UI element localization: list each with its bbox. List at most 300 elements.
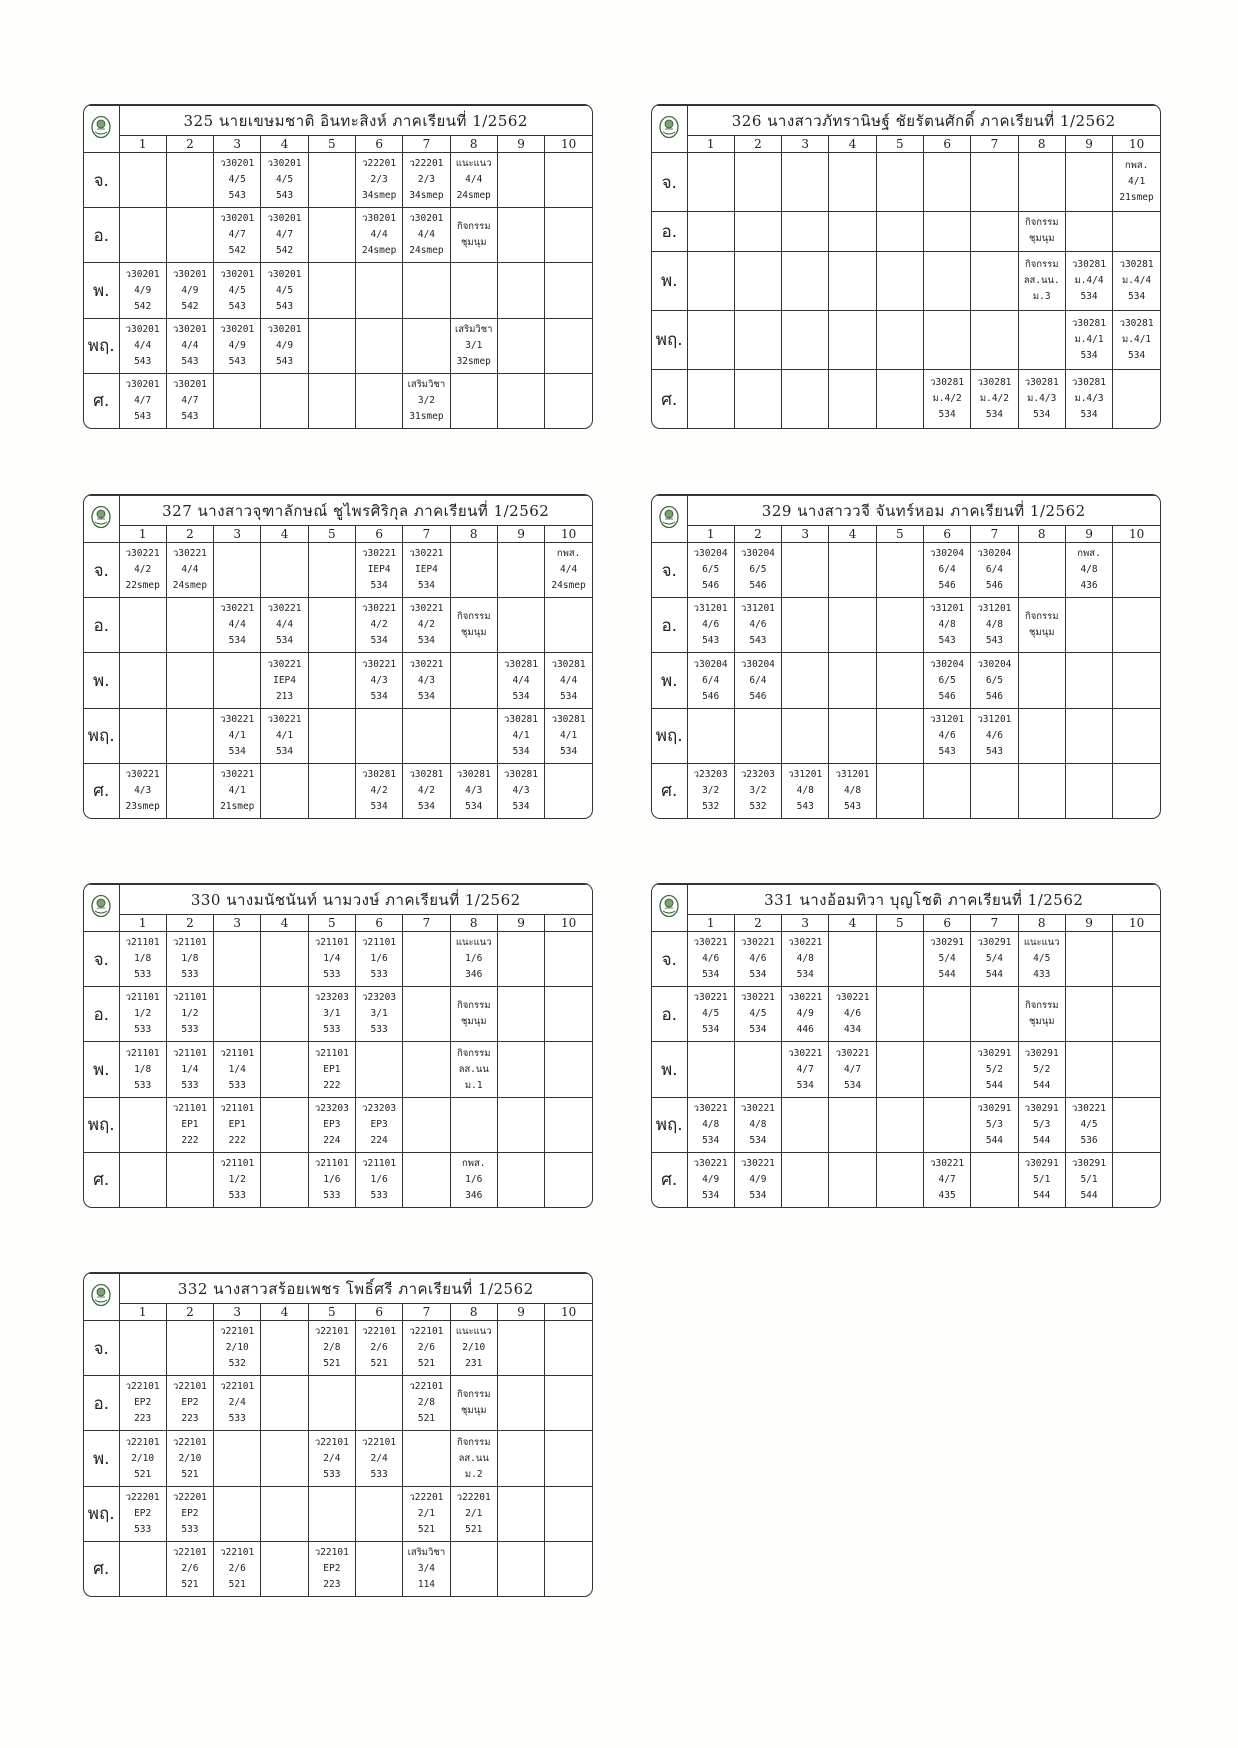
class-slot-line: 6/4 — [938, 564, 956, 576]
class-slot-line: 3/1 — [370, 1008, 388, 1020]
class-slot-line: 534 — [560, 690, 578, 702]
day-label: พฤ. — [84, 708, 119, 763]
class-slot — [261, 932, 308, 987]
class-slot-line: ว31201 — [930, 713, 965, 725]
class-slot-line: ว30221 — [409, 548, 444, 560]
class-slot-line: ว30281 — [1024, 377, 1059, 388]
class-slot-line: EP1 — [181, 1118, 199, 1130]
class-slot — [214, 263, 261, 318]
class-slot-line: ว30221 — [220, 768, 255, 780]
class-slot-line: ว30201 — [267, 158, 302, 170]
class-slot-line: 4/1 — [1128, 176, 1146, 188]
class-slot-line: 213 — [275, 690, 294, 702]
class-slot-line: 534 — [1080, 290, 1098, 302]
class-slot — [261, 1541, 308, 1596]
day-label: จ. — [84, 1321, 119, 1376]
class-slot-line: ว21101 — [220, 1157, 255, 1169]
class-slot-line: ว31201 — [788, 768, 823, 780]
class-slot — [497, 1321, 544, 1376]
class-slot-line: 434 — [843, 1024, 862, 1036]
class-slot — [355, 987, 402, 1042]
class-slot-line: ว30291 — [977, 1047, 1012, 1059]
class-slot-line: 534 — [370, 635, 388, 647]
class-slot — [782, 370, 829, 428]
class-slot-line: ว31201 — [835, 768, 870, 780]
class-slot-line: ว30221 — [267, 658, 302, 670]
class-slot — [119, 1431, 166, 1486]
class-slot-line: 4/8 — [1080, 564, 1098, 576]
day-label: ศ. — [84, 1152, 119, 1207]
period-number: 3 — [782, 136, 829, 153]
class-slot — [261, 373, 308, 428]
period-number: 5 — [308, 526, 355, 543]
class-slot — [119, 153, 166, 208]
class-slot-line: 543 — [228, 190, 246, 202]
class-slot-line: 542 — [228, 245, 246, 257]
class-slot — [308, 263, 355, 318]
class-slot — [450, 263, 497, 318]
class-slot — [545, 1042, 592, 1097]
class-slot — [355, 708, 402, 763]
class-slot — [497, 763, 544, 818]
class-slot — [403, 1376, 450, 1431]
class-slot — [782, 763, 829, 818]
class-slot-line: 4/5 — [1033, 953, 1051, 965]
class-slot — [1065, 987, 1112, 1042]
class-slot-line: ว22101 — [409, 1381, 444, 1393]
class-slot-line: 544 — [938, 969, 956, 981]
class-slot — [1113, 1042, 1160, 1097]
class-slot — [214, 373, 261, 428]
class-slot — [687, 1042, 734, 1097]
class-slot-line: 521 — [228, 1578, 246, 1590]
class-slot — [1018, 543, 1065, 598]
class-slot-line: 4/7 — [843, 1063, 862, 1075]
class-slot-line: 543 — [985, 745, 1004, 757]
class-slot-line: ว21101 — [172, 937, 207, 949]
class-slot — [923, 932, 970, 987]
class-slot-line: 521 — [370, 1358, 388, 1370]
class-slot — [545, 1152, 592, 1207]
class-slot — [450, 373, 497, 428]
class-slot-line: 3/2 — [749, 784, 767, 796]
class-slot — [355, 1152, 402, 1207]
logo-cell — [84, 106, 119, 153]
class-slot — [214, 1431, 261, 1486]
class-slot — [497, 1486, 544, 1541]
day-label: พ. — [652, 1042, 687, 1097]
class-slot-line: 4/5 — [275, 284, 294, 296]
day-label: พ. — [84, 263, 119, 318]
class-slot-line: 533 — [228, 1189, 246, 1201]
class-slot — [971, 1042, 1018, 1097]
class-slot — [1113, 251, 1160, 310]
class-slot-line: 4/6 — [985, 729, 1004, 741]
class-slot — [1065, 708, 1112, 763]
period-number: 6 — [355, 136, 402, 153]
class-slot — [829, 153, 876, 212]
class-slot — [734, 1042, 781, 1097]
class-slot-line: 222 — [181, 1134, 199, 1146]
class-slot-line: EP2 — [181, 1507, 199, 1519]
class-slot — [782, 1042, 829, 1097]
class-slot — [1113, 212, 1160, 252]
class-slot-line: 3/1 — [323, 1008, 341, 1020]
class-slot — [1113, 153, 1160, 212]
day-label: ศ. — [84, 763, 119, 818]
class-slot-line: 2/4 — [323, 1452, 341, 1464]
class-slot — [450, 543, 497, 598]
period-number: 1 — [687, 136, 734, 153]
class-slot-line: 4/9 — [702, 1173, 720, 1185]
class-slot — [308, 987, 355, 1042]
class-slot — [1065, 153, 1112, 212]
period-number: 3 — [782, 915, 829, 932]
class-slot — [308, 1097, 355, 1152]
class-slot — [355, 1376, 402, 1431]
class-slot-line: 1/8 — [134, 953, 152, 965]
timetable-title: 332 นางสาวสร้อยเพชร โพธิ์ศรี ภาคเรียนที่ 1/2562 — [119, 1274, 592, 1304]
class-slot-line: 4/4 — [465, 174, 483, 186]
class-slot — [166, 1541, 213, 1596]
class-slot — [403, 153, 450, 208]
class-slot-line: 543 — [843, 800, 862, 812]
period-number: 2 — [166, 136, 213, 153]
period-number: 4 — [829, 526, 876, 543]
class-slot-line: 4/3 — [370, 674, 388, 686]
class-slot-line: ว30221 — [835, 1047, 870, 1059]
class-slot — [1065, 653, 1112, 708]
period-number: 6 — [355, 526, 402, 543]
timetable-title: 330 นางมนัชนันท์ นามวงษ์ ภาคเรียนที่ 1/2562 — [119, 885, 592, 915]
class-slot — [166, 708, 213, 763]
class-slot — [1065, 1152, 1112, 1207]
period-number: 9 — [1065, 136, 1112, 153]
class-slot-line: ว30201 — [172, 378, 207, 390]
class-slot — [829, 708, 876, 763]
logo-cell — [652, 106, 687, 153]
class-slot-line: ว31201 — [930, 603, 965, 615]
class-slot-line: 4/6 — [702, 619, 720, 631]
class-slot — [782, 708, 829, 763]
class-slot-line: ว21101 — [125, 992, 160, 1004]
class-slot — [734, 1097, 781, 1152]
class-slot-line: 544 — [1033, 1079, 1051, 1091]
class-slot-line: 534 — [1128, 290, 1146, 302]
class-slot-line: ว30291 — [930, 937, 965, 949]
class-slot-line: 22smep — [125, 580, 160, 592]
class-slot-line: ว30221 — [835, 992, 870, 1004]
period-number: 2 — [166, 526, 213, 543]
class-slot-line: ชุมนุม — [1028, 627, 1055, 639]
class-slot-line: 346 — [465, 1189, 483, 1201]
class-slot-line: ว30281 — [977, 377, 1012, 388]
class-slot-line: 23smep — [125, 800, 160, 812]
class-slot — [497, 318, 544, 373]
class-slot-line: EP2 — [181, 1397, 199, 1409]
class-slot — [876, 708, 923, 763]
class-slot-line: กิจกรรม — [456, 1047, 491, 1059]
period-number: 6 — [923, 915, 970, 932]
class-slot — [1113, 708, 1160, 763]
class-slot — [923, 153, 970, 212]
class-slot-line: ว30204 — [740, 658, 775, 670]
class-slot-line: ว31201 — [977, 603, 1012, 615]
class-slot-line: ชุมนุม — [1028, 233, 1055, 245]
class-slot-line: 543 — [702, 635, 720, 647]
class-slot-line: 2/1 — [465, 1507, 483, 1519]
class-slot-line: ชุมนุม — [460, 1016, 487, 1028]
class-slot — [545, 1376, 592, 1431]
class-slot-line: ว21101 — [362, 1157, 397, 1169]
class-slot — [734, 543, 781, 598]
class-slot-line: 533 — [134, 1079, 152, 1091]
period-number: 2 — [734, 915, 781, 932]
class-slot-line: 534 — [512, 745, 530, 757]
class-slot — [687, 153, 734, 212]
class-slot — [923, 1042, 970, 1097]
class-slot-line: 4/6 — [938, 729, 956, 741]
day-label: พฤ. — [652, 310, 687, 369]
class-slot-line: 542 — [275, 245, 294, 257]
period-number: 10 — [1113, 526, 1160, 543]
class-slot-line: 4/7 — [938, 1173, 956, 1185]
class-slot — [497, 208, 544, 263]
period-number: 3 — [214, 1304, 261, 1321]
class-slot-line: 533 — [323, 1468, 341, 1480]
class-slot — [829, 251, 876, 310]
class-slot-line: 534 — [512, 690, 530, 702]
class-slot-line: 1/6 — [370, 953, 388, 965]
class-slot — [308, 1541, 355, 1596]
class-slot — [261, 208, 308, 263]
class-slot-line: ว30221 — [362, 658, 397, 670]
period-number: 4 — [829, 136, 876, 153]
class-slot-line: 534 — [465, 800, 483, 812]
period-number: 6 — [923, 526, 970, 543]
class-slot-line: 2/10 — [178, 1452, 202, 1464]
class-slot-line: 4/4 — [134, 339, 152, 351]
class-slot — [829, 763, 876, 818]
period-number: 4 — [261, 915, 308, 932]
class-slot-line: ว30281 — [409, 768, 444, 780]
class-slot — [876, 212, 923, 252]
class-slot — [450, 1152, 497, 1207]
class-slot — [497, 653, 544, 708]
class-slot — [1018, 932, 1065, 987]
class-slot-line: 231 — [465, 1358, 483, 1370]
class-slot — [214, 932, 261, 987]
class-slot-line: กิจกรรม — [456, 611, 491, 623]
class-slot — [403, 987, 450, 1042]
class-slot — [450, 1321, 497, 1376]
day-label: จ. — [652, 932, 687, 987]
class-slot-line: ว23203 — [314, 992, 349, 1004]
class-slot — [403, 1486, 450, 1541]
class-slot — [782, 653, 829, 708]
class-slot-line: กิจกรรม — [456, 1000, 491, 1012]
class-slot-line: 224 — [370, 1134, 388, 1146]
class-slot-line: ว30201 — [267, 323, 302, 335]
class-slot-line: ม.3 — [1032, 290, 1051, 302]
class-slot — [403, 1321, 450, 1376]
class-slot-line: ว30221 — [267, 603, 302, 615]
class-slot-line: EP1 — [228, 1118, 246, 1130]
class-slot-line: 4/3 — [465, 784, 483, 796]
class-slot-line: 521 — [417, 1413, 436, 1425]
class-slot-line: 6/5 — [938, 674, 956, 686]
class-slot — [119, 263, 166, 318]
class-slot-line: ว30221 — [220, 603, 255, 615]
class-slot — [971, 708, 1018, 763]
class-slot — [545, 763, 592, 818]
class-slot-line: ว23203 — [693, 768, 728, 780]
class-slot — [782, 932, 829, 987]
class-slot-line: ว30221 — [125, 768, 160, 780]
class-slot — [782, 987, 829, 1042]
class-slot-line: ว30281 — [362, 768, 397, 780]
class-slot — [1065, 763, 1112, 818]
class-slot — [214, 1097, 261, 1152]
class-slot — [1113, 598, 1160, 653]
class-slot-line: ว30221 — [693, 992, 728, 1004]
class-slot — [734, 598, 781, 653]
class-slot — [261, 318, 308, 373]
teacher-timetable-card — [651, 494, 1161, 819]
class-slot-line: 533 — [228, 1413, 246, 1425]
class-slot-line: 534 — [417, 690, 436, 702]
class-slot — [119, 208, 166, 263]
period-number: 10 — [545, 526, 592, 543]
period-number: 1 — [119, 136, 166, 153]
class-slot — [1065, 1042, 1112, 1097]
class-slot-line: 6/4 — [749, 674, 767, 686]
period-number: 3 — [214, 915, 261, 932]
class-slot — [119, 763, 166, 818]
class-slot — [450, 987, 497, 1042]
class-slot — [355, 1486, 402, 1541]
class-slot-line: ว30201 — [125, 268, 160, 280]
class-slot — [545, 1321, 592, 1376]
class-slot — [355, 153, 402, 208]
class-slot-line: 1/4 — [181, 1063, 199, 1075]
class-slot — [1113, 543, 1160, 598]
class-slot-line: 543 — [181, 355, 199, 367]
day-label: อ. — [652, 987, 687, 1042]
period-number: 6 — [355, 1304, 402, 1321]
class-slot-line: ว21101 — [314, 1157, 349, 1169]
class-slot — [355, 543, 402, 598]
class-slot-line: ม.1 — [464, 1079, 483, 1091]
class-slot-line: ว30201 — [409, 213, 444, 225]
class-slot-line: ชุมนุม — [460, 627, 487, 639]
class-slot-line: 534 — [370, 800, 388, 812]
day-label: อ. — [84, 1376, 119, 1431]
class-slot — [308, 598, 355, 653]
class-slot-line: แนะแนว — [455, 937, 492, 949]
class-slot — [734, 251, 781, 310]
class-slot — [261, 987, 308, 1042]
class-slot — [545, 208, 592, 263]
class-slot-line: ว22201 — [456, 1491, 491, 1503]
class-slot — [355, 1431, 402, 1486]
period-number: 8 — [450, 1304, 497, 1321]
class-slot-line: 543 — [749, 635, 767, 647]
class-slot — [166, 1042, 213, 1097]
class-slot-line: ว21101 — [314, 1047, 349, 1059]
class-slot-line: ว30221 — [930, 1157, 965, 1169]
day-label: พฤ. — [84, 1486, 119, 1541]
class-slot-line: 533 — [134, 1024, 152, 1036]
day-label: จ. — [84, 932, 119, 987]
class-slot-line: ว30221 — [740, 992, 775, 1004]
class-slot — [734, 987, 781, 1042]
class-slot — [1065, 370, 1112, 428]
period-number: 8 — [450, 526, 497, 543]
class-slot-line: กิจกรรม — [1024, 258, 1059, 270]
class-slot-line: ม.4/4 — [1074, 274, 1104, 286]
class-slot-line: ว22101 — [125, 1436, 160, 1448]
class-slot-line: ว30204 — [930, 548, 965, 560]
period-number: 2 — [166, 915, 213, 932]
class-slot-line: ว21101 — [172, 1047, 207, 1059]
class-slot — [403, 763, 450, 818]
class-slot-line: 543 — [275, 300, 294, 312]
class-slot — [971, 987, 1018, 1042]
class-slot — [1113, 1097, 1160, 1152]
class-slot-line: IEP4 — [367, 564, 391, 576]
class-slot-line: ว30291 — [1072, 1157, 1106, 1169]
class-slot-line: 222 — [228, 1134, 246, 1146]
class-slot-line: ว21101 — [314, 937, 349, 949]
period-number: 7 — [971, 136, 1018, 153]
class-slot-line: 534 — [749, 1024, 767, 1036]
logo-cell — [652, 885, 687, 932]
class-slot — [403, 598, 450, 653]
logo-cell — [652, 496, 687, 543]
period-number: 7 — [971, 526, 1018, 543]
class-slot-line: EP2 — [323, 1562, 341, 1574]
period-number: 9 — [497, 1304, 544, 1321]
class-slot-line: 24smep — [361, 245, 397, 257]
class-slot-line: 534 — [1128, 349, 1146, 361]
class-slot — [782, 153, 829, 212]
class-slot — [261, 708, 308, 763]
class-slot-line: 533 — [181, 1523, 199, 1535]
class-slot-line: ว22101 — [409, 1326, 444, 1338]
class-slot — [214, 708, 261, 763]
class-slot-line: 4/4 — [370, 229, 388, 241]
class-slot-line: 542 — [134, 300, 152, 312]
class-slot — [1018, 763, 1065, 818]
class-slot-line: ว30291 — [1024, 1047, 1059, 1059]
class-slot — [876, 251, 923, 310]
class-slot-line: ว22201 — [409, 158, 444, 170]
class-slot-line: 346 — [465, 969, 483, 981]
class-slot-line: ว30221 — [740, 937, 775, 949]
class-slot-line: 1/4 — [228, 1063, 246, 1075]
class-slot — [734, 1152, 781, 1207]
school-emblem-icon — [90, 894, 112, 918]
class-slot — [1018, 1152, 1065, 1207]
class-slot-line: เสริมวิชา — [454, 323, 493, 335]
class-slot-line: 1/6 — [465, 953, 483, 965]
class-slot-line: 24smep — [409, 245, 444, 257]
class-slot-line: 533 — [181, 1024, 199, 1036]
period-number: 2 — [734, 526, 781, 543]
class-slot — [687, 598, 734, 653]
class-slot — [308, 153, 355, 208]
